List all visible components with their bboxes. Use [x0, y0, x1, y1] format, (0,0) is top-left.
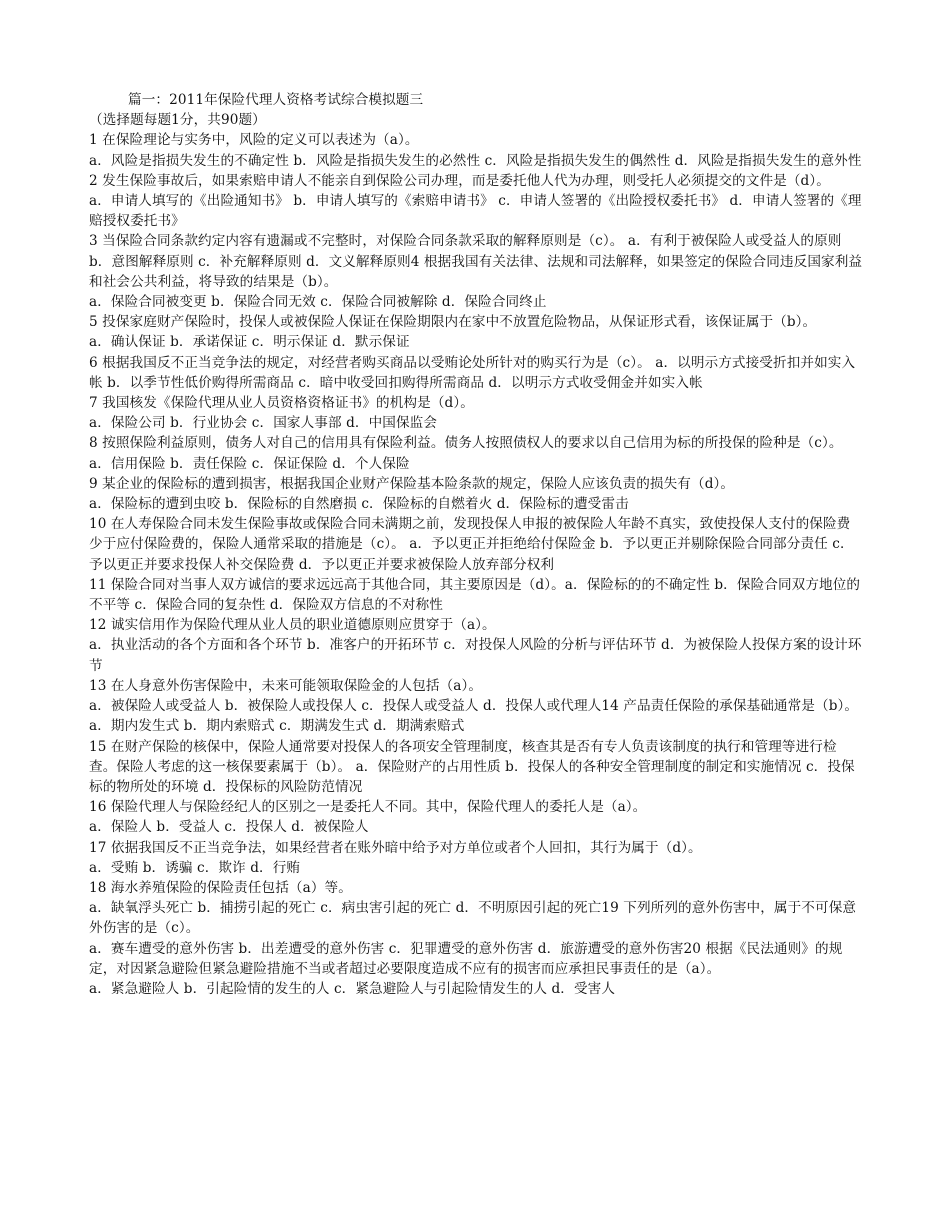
text-line: 16 保险代理人与保险经纪人的区别之一是委托人不同。其中，保险代理人的委托人是（a）。 [89, 799, 647, 816]
text-line: 3 当保险合同条款约定内容有遗漏或不完整时，对保险合同条款采取的解释原则是（c）。 a．有利于被保险人或受益人的原则 b．意图解释原则 c．补充解释原则 d．文义解释原则4 根据我国有关法律、法规和司法解释，如果签定的保险合同违反国家利益和社会公共利益，将导致的结果是（b）。 [89, 233, 863, 290]
text-line: 9 某企业的保险标的遭到损害，根据我国企业财产保险基本险条款的规定，保险人应该负责的损失有（d）。 [89, 475, 735, 492]
text-line: a．期内发生式 b．期内索赔式 c．期满发生式 d．期满索赔式 [89, 718, 465, 735]
text-line: 15 在财产保险的核保中，保险人通常要对投保人的各项安全管理制度，核查其是否有专人负责该制度的执行和管理等进行检查。保险人考虑的这一核保要素属于（b）。 a．保险财产的占用性质 b．投保人的各种安全管理制度的制定和实施情况 c．投保标的物所处的环境 d．投保标的风险防范情况 [89, 738, 855, 795]
text-line: a．紧急避险人 b．引起险情的发生的人 c．紧急避险人与引起险情发生的人 d．受害人 [89, 980, 616, 997]
text-line: a．执业活动的各个方面和各个环节 b．准客户的开拓环节 c．对投保人风险的分析与评估环节 d．为被保险人投保方案的设计环节 [89, 637, 862, 674]
document-body [89, 130, 864, 999]
text-line: 10 在人寿保险合同未发生保险事故或保险合同未满期之前，发现投保人申报的被保险人年龄不真实，致使投保人支付的保险费少于应付保险费的，保险人通常采取的措施是（c）。 a．予以更正并拒绝给付保险金 b．予以更正并剔除保险合同部分责任 c．予以更正并要求投保人补交保险费 d．予以更正并要求被保险人放弃部分权利 [89, 516, 854, 573]
text-line: a．风险是指损失发生的不确定性 b．风险是指损失发生的必然性 c．风险是指损失发生的偶然性 d．风险是指损失发生的意外性 [89, 152, 862, 169]
text-line: a．赛车遭受的意外伤害 b．出差遭受的意外伤害 c．犯罪遭受的意外伤害 d．旅游遭受的意外伤害20 根据《民法通则》的规定，对因紧急避险但紧急避险措施不当或者超过必要限度造成不应有的损害而应承担民事责任的是（a）。 [89, 940, 843, 977]
text-line: 2 发生保险事故后，如果索赔申请人不能亲自到保险公司办理，而是委托他人代为办理，则受托人必须提交的文件是（d）。 [89, 172, 830, 189]
text-line: a．保险人 b．受益人 c．投保人 d．被保险人 [89, 819, 369, 836]
text-line: 17 依据我国反不正当竞争法，如果经营者在账外暗中给予对方单位或者个人回扣，其行为属于（d）。 [89, 839, 702, 856]
document-page [89, 90, 864, 999]
text-line: a．保险标的遭到虫咬 b．保险标的自然磨损 c．保险标的自燃着火 d．保险标的遭受雷击 [89, 496, 629, 513]
text-line: a．保险公司 b．行业协会 c．国家人事部 d．中国保监会 [89, 415, 438, 432]
text-line: 12 诚实信用作为保险代理从业人员的职业道德原则应贯穿于（a）。 [89, 617, 496, 634]
text-line: 13 在人身意外伤害保险中，未来可能领取保险金的人包括（a）。 [89, 677, 483, 694]
text-line: a．申请人填写的《出险通知书》 b．申请人填写的《索赔申请书》 c．申请人签署的《出险授权委托书》 d．申请人签署的《理赔授权委托书》 [89, 193, 862, 230]
text-line: a．被保险人或受益人 b．被保险人或投保人 c．投保人或受益人 d．投保人或代理人14 产品责任保险的承保基础通常是（b）。 [89, 698, 859, 715]
text-line: a．受贿 b．诱骗 c．欺诈 d．行贿 [89, 859, 301, 876]
text-line: a．信用保险 b．责任保险 c．保证保险 d．个人保险 [89, 455, 410, 472]
text-line: 1 在保险理论与实务中，风险的定义可以表述为（a）。 [89, 132, 419, 149]
text-line: 5 投保家庭财产保险时，投保人或被保险人保证在保险期限内在家中不放置危险物品，从保证形式看，该保证属于（b）。 [89, 314, 817, 331]
text-line: a．保险合同被变更 b．保险合同无效 c．保险合同被解除 d．保险合同终止 [89, 294, 547, 311]
text-line: a．确认保证 b．承诺保证 c．明示保证 d．默示保证 [89, 334, 410, 351]
text-line: 7 我国核发《保险代理从业人员资格资格证书》的机构是（d）。 [89, 395, 474, 412]
text-line: a．缺氧浮头死亡 b．捕捞引起的死亡 c．病虫害引起的死亡 d．不明原因引起的死亡19 下列所列的意外伤害中，属于不可保意外伤害的是（c）。 [89, 900, 857, 937]
text-line: 8 按照保险利益原则，债务人对自己的信用具有保险利益。债务人按照债权人的要求以自己信用为标的所投保的险种是（c）。 [89, 435, 843, 452]
text-line: 18 海水养殖保险的保险责任包括（a）等。 [89, 879, 352, 896]
text-line: 11 保险合同对当事人双方诚信的要求远远高于其他合同，其主要原因是（d）。a．保险标的的不确定性 b．保险合同双方地位的不平等 c．保险合同的复杂性 d．保险双方信息的不对称性 [89, 576, 861, 614]
document-title: 篇一：2011年保险代理人资格考试综合模拟题三 [128, 92, 424, 108]
text-line: 6 根据我国反不正当竞争法的规定，对经营者购买商品以受贿论处所针对的购买行为是（c）。 a．以明示方式接受折扣并如实入帐 b．以季节性低价购得所需商品 c．暗中收受回扣购得所需商品 d．以明示方式收受佣金并如实入帐 [89, 354, 856, 391]
document-subtitle: （选择题每题1分，共90题） [89, 112, 266, 129]
